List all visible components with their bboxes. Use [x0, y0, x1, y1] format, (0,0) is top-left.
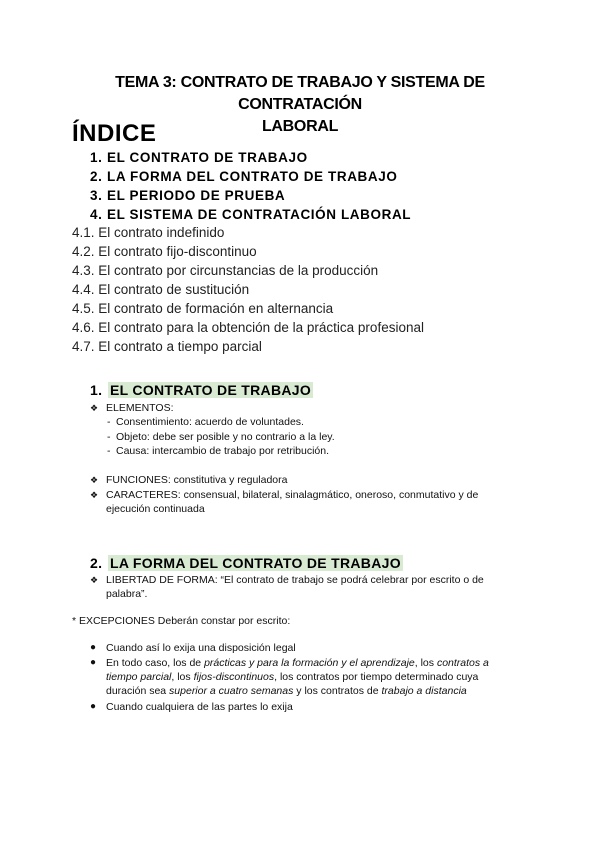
index-item-label: LA FORMA DEL CONTRATO DE TRABAJO	[107, 169, 398, 184]
section-2-title: LA FORMA DEL CONTRATO DE TRABAJO	[110, 555, 401, 571]
index-item: 2. LA FORMA DEL CONTRATO DE TRABAJO	[90, 169, 411, 188]
index-item: 1. EL CONTRATO DE TRABAJO	[90, 150, 411, 169]
elemento-item: - Objeto: debe ser posible y no contrario a la ley.	[107, 431, 335, 443]
funciones-bullet: ❖ FUNCIONES: constitutiva y reguladora	[90, 474, 288, 486]
index-sub-item: 4.1. El contrato indefinido	[72, 225, 225, 240]
index-item: 4. EL SISTEMA DE CONTRATACIÓN LABORAL	[90, 207, 411, 226]
excepcion-item: ● Cuando así lo exija una disposición legal	[90, 642, 296, 654]
index-item-label: EL SISTEMA DE CONTRATACIÓN LABORAL	[107, 207, 412, 222]
caracteres-bullet: ❖ CARACTERES: consensual, bilateral, sinalagmático, oneroso, conmutativo y de ejecución continuada	[90, 489, 479, 515]
elemento-item: - Consentimiento: acuerdo de voluntades.	[107, 416, 304, 428]
section-2-heading: 2. LA FORMA DEL CONTRATO DE TRABAJO	[90, 555, 401, 571]
index-sub-item: 4.5. El contrato de formación en alternancia	[72, 301, 334, 316]
excepciones-text: * EXCEPCIONES Deberán constar por escrito:	[72, 615, 291, 627]
dash-bullet-icon: -	[107, 416, 111, 428]
index-item-label: EL CONTRATO DE TRABAJO	[107, 150, 308, 165]
index-sub-item: 4.7. El contrato a tiempo parcial	[72, 339, 262, 354]
title-line-1: TEMA 3: CONTRATO DE TRABAJO Y SISTEMA DE CONTRATACIÓN	[115, 74, 485, 113]
dash-bullet-icon: -	[107, 445, 111, 457]
index-sub-item: 4.4. El contrato de sustitución	[72, 282, 250, 297]
bullet-dot-icon: ●	[90, 657, 97, 668]
diamond-bullet-icon: ❖	[90, 575, 99, 585]
elementos-bullet: ❖ ELEMENTOS:	[90, 402, 174, 414]
index-item-label: EL PERIODO DE PRUEBA	[107, 188, 286, 203]
excepcion-item: ● En todo caso, los de prácticas y para la formación y el aprendizaje, los contratos a tiempo parcial, los fijos-discontinuos, los contratos por tiempo determinado cuya duración sea superior a cuatro semanas y los contratos de trabajo a distancia	[90, 657, 489, 697]
index-sub-item: 4.3. El contrato por circunstancias de la producción	[72, 263, 379, 278]
index-heading: ÍNDICE	[72, 120, 157, 147]
index-sub-item: 4.2. El contrato fijo-discontinuo	[72, 244, 257, 259]
dash-bullet-icon: -	[107, 431, 111, 443]
bullet-dot-icon: ●	[90, 642, 97, 653]
excepcion-item: ● Cuando cualquiera de las partes lo exija	[90, 701, 293, 713]
section-1-heading: 1. EL CONTRATO DE TRABAJO	[90, 382, 312, 398]
elemento-item: - Causa: intercambio de trabajo por retribución.	[107, 445, 330, 457]
title-line-2: LABORAL	[261, 118, 339, 135]
libertad-forma-bullet: ❖ LIBERTAD DE FORMA: “El contrato de trabajo se podrá celebrar por escrito o de palabra”.	[90, 574, 484, 600]
index-sub-list	[72, 225, 424, 358]
diamond-bullet-icon: ❖	[90, 403, 99, 413]
bullet-dot-icon: ●	[90, 701, 97, 712]
section-1-title: EL CONTRATO DE TRABAJO	[110, 382, 312, 398]
index-item: 3. EL PERIODO DE PRUEBA	[90, 188, 411, 207]
diamond-bullet-icon: ❖	[90, 475, 99, 485]
index-main-list	[90, 150, 411, 226]
index-sub-item: 4.6. El contrato para la obtención de la práctica profesional	[72, 320, 424, 335]
diamond-bullet-icon: ❖	[90, 490, 99, 500]
